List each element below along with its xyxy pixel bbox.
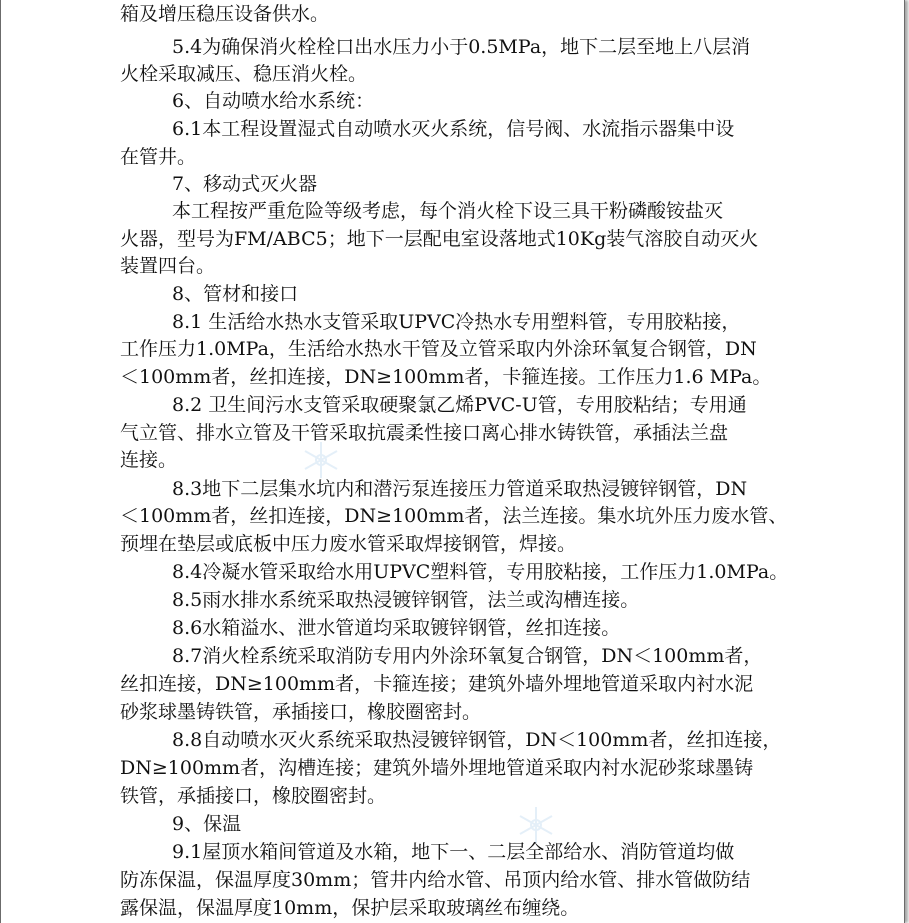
text-line: 火栓采取减压、稳压消火栓。 [120,63,368,85]
text-line: 8.4冷凝水管采取给水用UPVC塑料管，专用胶粘接，工作压力1.0MPa。 [172,561,789,583]
text-line: 6、自动喷水给水系统： [172,90,375,112]
text-line: 8.3地下二层集水坑内和潜污泵连接压力管道采取热浸镀锌钢管，DN [172,478,748,500]
text-line: 7、移动式灭火器 [172,173,318,195]
text-line: 箱及增压稳压设备供水。 [120,3,330,25]
text-line: 8.7消火栓系统采取消防专用内外涂环氧复合钢管，DN＜100mm者， [172,645,763,667]
snowflake-watermark-icon [516,805,556,845]
text-line: 防冻保温，保温厚度30mm；管井内给水管、吊顶内给水管、排水管做防结 [120,869,751,891]
text-line: 丝扣连接，DN≥100mm者，卡箍连接；建筑外墙外埋地管道采取内衬水泥 [120,673,754,695]
text-line: 8.6水箱溢水、泄水管道均采取镀锌钢管，丝扣连接。 [172,617,621,639]
text-line: 9.1屋顶水箱间管道及水箱，地下一、二层全部给水、消防管道均做 [172,841,735,863]
text-line: 8.1 生活给水热水支管采取UPVC冷热水专用塑料管，专用胶粘接， [172,311,741,333]
text-line: 8.2 卫生间污水支管采取硬聚氯乙烯PVC-U管，专用胶粘结；专用通 [172,394,747,416]
text-line: 8.5雨水排水系统采取热浸镀锌钢管，法兰或沟槽连接。 [172,589,640,611]
text-line: 5.4为确保消火栓栓口出水压力小于0.5MPa，地下二层至地上八层消 [172,36,751,58]
text-line: 预埋在垫层或底板中压力废水管采取焊接钢管，焊接。 [120,533,577,555]
text-line: 6.1本工程设置湿式自动喷水灭火系统，信号阀、水流指示器集中设 [172,118,735,140]
text-line: 连接。 [120,449,178,471]
text-line: 气立管、排水立管及干管采取抗震柔性接口离心排水铸铁管，承插法兰盘 [120,422,729,444]
text-line: 铁管，承插接口，橡胶圈密封。 [120,785,387,807]
text-line: ＜100mm者，丝扣连接，DN≥100mm者，法兰连接。集水坑外压力废水管、 [120,505,788,527]
text-line: DN≥100mm者，沟槽连接；建筑外墙外埋地管道采取内衬水泥砂浆球墨铸 [120,757,754,779]
text-line: 8.8自动喷水灭火系统采取热浸镀锌钢管，DN＜100mm者，丝扣连接， [172,729,782,751]
text-line: 工作压力1.0MPa，生活给水热水干管及立管采取内外涂环氧复合钢管，DN [120,338,757,360]
text-line: 8、管材和接口 [172,283,299,305]
text-line: 在管井。 [120,146,197,168]
text-line: 露保温，保温厚度10mm，保护层采取玻璃丝布缠绕。 [120,897,580,919]
snowflake-watermark-icon [301,440,341,480]
text-line: 砂浆球墨铸铁管，承插接口，橡胶圈密封。 [120,701,482,723]
text-line: 装置四台。 [120,255,216,277]
text-line: 9、保温 [172,813,242,835]
text-line: 本工程按严重危险等级考虑，每个消火栓下设三具干粉磷酸铵盐灭 [172,200,724,222]
text-line: ＜100mm者，丝扣连接，DN≥100mm者，卡箍连接。工作压力1.6 MPa。 [120,366,772,388]
text-line: 火器，型号为FM/ABC5；地下一层配电室设落地式10Kg装气溶胶自动灭火 [120,228,759,250]
